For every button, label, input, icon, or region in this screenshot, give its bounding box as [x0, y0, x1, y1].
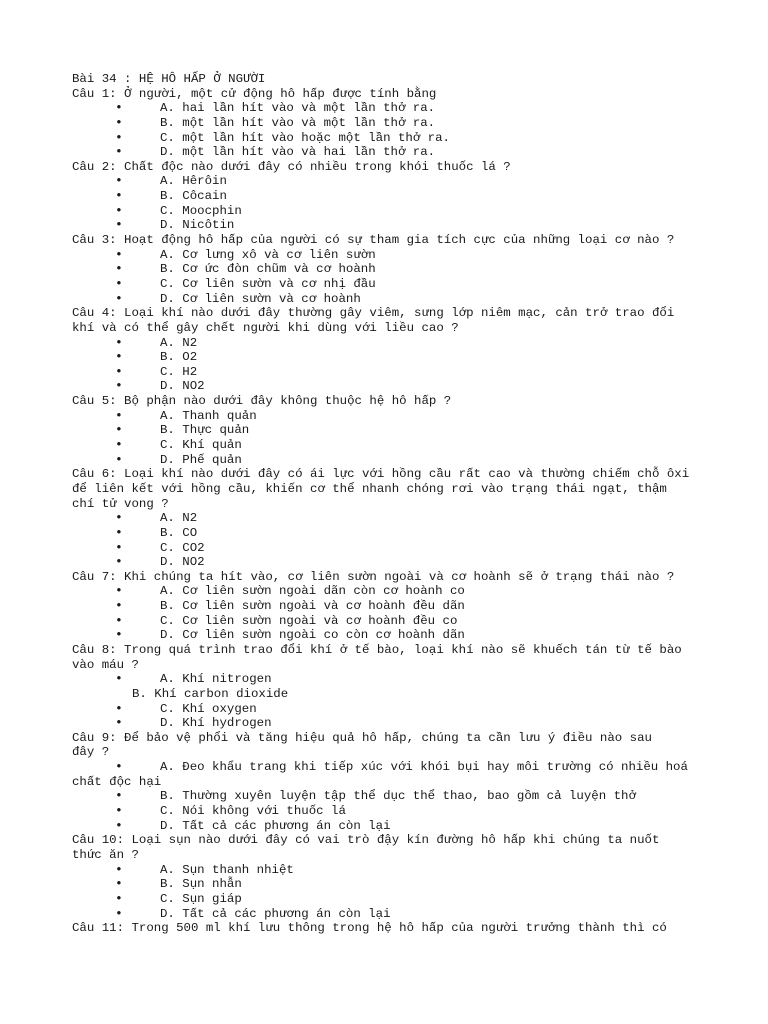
- answer-option-text: A. Khí nitrogen: [160, 672, 272, 687]
- bullet-icon: •: [115, 114, 123, 130]
- answer-option-text: C. Khí oxygen: [160, 701, 257, 716]
- bullet-icon: •: [115, 363, 123, 379]
- question-text: Câu 1: Ở người, một cử động hô hấp được tính bằng: [72, 86, 437, 101]
- answer-option: [72, 423, 712, 438]
- answer-option-text: A. Cơ liên sườn ngoài dãn còn cơ hoành co: [160, 584, 465, 599]
- question-text: Câu 8: Trong quá trình trao đổi khí ở tế bào, loại khí nào sẽ khuếch tán từ tế bào: [72, 642, 682, 657]
- answer-option-text: A. Cơ lưng xô và cơ liên sườn: [160, 247, 376, 262]
- question-text: Câu 3: Hoạt động hô hấp của người có sự tham gia tích cực của những loại cơ nào ?: [72, 233, 675, 248]
- bullet-icon: •: [115, 890, 123, 906]
- bullet-icon: •: [115, 612, 123, 628]
- bullet-icon: •: [115, 173, 123, 189]
- answer-option-text: A. Thanh quản: [160, 408, 257, 423]
- bullet-icon: •: [115, 598, 123, 614]
- answer-option-text: A. Đeo khẩu trang khi tiếp xúc với khói bụi hay môi trường có nhiều hoá: [160, 760, 688, 775]
- document-body: [72, 72, 712, 936]
- answer-option-text: B. Thường xuyên luyện tập thể dục thể thao, bao gồm cả luyện thở: [160, 789, 636, 804]
- answer-option: [72, 277, 712, 292]
- answer-option: [72, 511, 712, 526]
- answer-option: [72, 453, 712, 468]
- answer-option: [72, 804, 712, 819]
- answer-option-text: B. Côcain: [160, 189, 227, 204]
- bullet-icon: •: [115, 451, 123, 467]
- answer-option: [72, 350, 712, 365]
- question-text: khí và có thể gây chết người khi dùng với liều cao ?: [72, 320, 459, 335]
- answer-option: [72, 628, 712, 643]
- bullet-icon: •: [115, 671, 123, 687]
- bullet-icon: •: [115, 334, 123, 350]
- answer-option-text: C. Nói không với thuốc lá: [160, 804, 346, 819]
- question-text: đây ?: [72, 745, 110, 760]
- answer-option-text: C. Cơ liên sườn ngoài và cơ hoành đều co: [160, 613, 458, 628]
- answer-option: [72, 174, 712, 189]
- bullet-icon: •: [115, 510, 123, 526]
- question-list: [72, 87, 712, 936]
- answer-option: [72, 789, 712, 804]
- answer-option: [72, 262, 712, 277]
- answer-option-text: A. Hêrôin: [160, 174, 227, 189]
- bullet-icon: •: [115, 422, 123, 438]
- answer-option-text: A. N2: [160, 335, 198, 350]
- bullet-icon: •: [115, 100, 123, 116]
- bullet-icon: •: [115, 246, 123, 262]
- answer-option-text: D. Khí hydrogen: [160, 716, 272, 731]
- answer-option-text: C. Moocphin: [160, 203, 242, 218]
- answer-option: [72, 760, 712, 775]
- answer-option-text: D. Cơ liên sườn và cơ hoành: [160, 291, 361, 306]
- bullet-icon: •: [115, 905, 123, 921]
- bullet-icon: •: [115, 554, 123, 570]
- answer-option: [72, 409, 712, 424]
- answer-option: [72, 672, 712, 687]
- bullet-icon: •: [115, 188, 123, 204]
- bullet-icon: •: [115, 378, 123, 394]
- answer-option-text: B. Cơ liên sườn ngoài và cơ hoành đều dãn: [160, 599, 465, 614]
- answer-option-text: A. Sụn thanh nhiệt: [160, 862, 294, 877]
- answer-option: [72, 863, 712, 878]
- bullet-icon: •: [115, 817, 123, 833]
- question-text: thức ăn ?: [72, 847, 139, 862]
- answer-option-text: D. Tất cả các phương án còn lại: [160, 906, 391, 921]
- answer-option-text: C. Cơ liên sườn và cơ nhị đầu: [160, 276, 376, 291]
- bullet-icon: •: [115, 437, 123, 453]
- bullet-icon: •: [115, 539, 123, 555]
- answer-option: [72, 438, 712, 453]
- question-text: Câu 9: Để bảo vệ phổi và tăng hiệu quả hô hấp, chúng ta cần lưu ý điều nào sau: [72, 730, 652, 745]
- question-text: Câu 11: Trong 500 ml khí lưu thông trong hệ hô hấp của người trưởng thành thì có: [72, 921, 667, 936]
- answer-option-text: C. Khí quản: [160, 438, 242, 453]
- bullet-icon: •: [115, 876, 123, 892]
- answer-option: [72, 336, 712, 351]
- answer-option: [72, 526, 712, 541]
- bullet-icon: •: [115, 407, 123, 423]
- answer-option-text: C. một lần hít vào hoặc một lần thở ra.: [160, 130, 450, 145]
- bullet-icon: •: [115, 524, 123, 540]
- bullet-icon: •: [115, 349, 123, 365]
- answer-option-text: D. Tất cả các phương án còn lại: [160, 818, 391, 833]
- bullet-icon: •: [115, 290, 123, 306]
- bullet-icon: •: [115, 202, 123, 218]
- question-text: chí tử vong ?: [72, 496, 169, 511]
- answer-option-text: D. một lần hít vào và hai lần thở ra.: [160, 145, 436, 160]
- answer-option-text: C. H2: [160, 364, 198, 379]
- question-text: Câu 6: Loại khí nào dưới đây có ái lực với hồng cầu rất cao và thường chiếm chỗ ôxi: [72, 467, 690, 482]
- answer-option-text: D. Phế quản: [160, 452, 242, 467]
- answer-option-text: D. Cơ liên sườn ngoài co còn cơ hoành dãn: [160, 628, 465, 643]
- answer-option-text: B. CO: [160, 525, 198, 540]
- bullet-icon: •: [115, 275, 123, 291]
- bullet-icon: •: [115, 803, 123, 819]
- question-text: chất độc hại: [72, 774, 162, 789]
- answer-option: [72, 248, 712, 263]
- answer-option-text: B. một lần hít vào và một lần thở ra.: [160, 115, 436, 130]
- answer-option-text: B. Sụn nhẫn: [160, 877, 242, 892]
- answer-option-text: B. Thực quản: [160, 423, 250, 438]
- bullet-icon: •: [115, 715, 123, 731]
- answer-option: [72, 131, 712, 146]
- answer-option: [72, 907, 712, 922]
- answer-option-text: C. CO2: [160, 540, 205, 555]
- answer-option: [72, 116, 712, 131]
- question-text: Câu 7: Khi chúng ta hít vào, cơ liên sườn ngoài và cơ hoành sẽ ở trạng thái nào ?: [72, 569, 675, 584]
- answer-option: [72, 379, 712, 394]
- answer-option: [72, 702, 712, 717]
- question-text: Câu 4: Loại khí nào dưới đây thường gây viêm, sưng lớp niêm mạc, cản trở trao đổi: [72, 306, 675, 321]
- answer-option-text: B. O2: [160, 350, 198, 365]
- bullet-icon: •: [115, 261, 123, 277]
- answer-option: [72, 145, 712, 160]
- answer-option: [72, 892, 712, 907]
- bullet-icon: •: [115, 583, 123, 599]
- question-text: Câu 5: Bộ phận nào dưới đây không thuộc hệ hô hấp ?: [72, 394, 452, 409]
- bullet-icon: •: [115, 129, 123, 145]
- answer-option-text: D. NO2: [160, 555, 205, 570]
- bullet-icon: •: [115, 861, 123, 877]
- question-text: để liên kết với hồng cầu, khiến cơ thể nhanh chóng rơi vào trạng thái ngạt, thậm: [72, 481, 667, 496]
- answer-option: [72, 599, 712, 614]
- bullet-icon: •: [115, 144, 123, 160]
- bullet-icon: •: [115, 788, 123, 804]
- question-text: vào máu ?: [72, 657, 139, 672]
- bullet-icon: •: [115, 759, 123, 775]
- answer-option-text: D. NO2: [160, 379, 205, 394]
- answer-option: [72, 189, 712, 204]
- document-title: Bài 34 : HỆ HÔ HẤP Ở NGƯỜI: [72, 72, 266, 86]
- bullet-icon: •: [115, 700, 123, 716]
- bullet-icon: •: [115, 217, 123, 233]
- answer-option: [72, 218, 712, 233]
- question-text: Câu 10: Loại sụn nào dưới đây có vai trò đậy kín đường hô hấp khi chúng ta nuốt: [72, 833, 660, 848]
- answer-option: [72, 614, 712, 629]
- answer-option: [72, 101, 712, 116]
- answer-option-text: A. N2: [160, 511, 198, 526]
- answer-option: [72, 584, 712, 599]
- answer-option: [72, 292, 712, 307]
- answer-option: [72, 541, 712, 556]
- answer-option: [72, 819, 712, 834]
- answer-option-text: D. Nicôtin: [160, 218, 235, 233]
- answer-option-text: A. hai lần hít vào và một lần thở ra.: [160, 101, 436, 116]
- answer-option: [72, 204, 712, 219]
- answer-option: [72, 877, 712, 892]
- answer-option-text: C. Sụn giáp: [160, 891, 242, 906]
- answer-option-text: B. Cơ ức đòn chũm và cơ hoành: [160, 262, 376, 277]
- answer-option: [72, 716, 712, 731]
- answer-option: B. Khí carbon dioxide: [132, 686, 289, 701]
- bullet-icon: •: [115, 627, 123, 643]
- answer-option: [72, 365, 712, 380]
- question-text: Câu 2: Chất độc nào dưới đây có nhiều trong khói thuốc lá ?: [72, 159, 511, 174]
- answer-option: [72, 555, 712, 570]
